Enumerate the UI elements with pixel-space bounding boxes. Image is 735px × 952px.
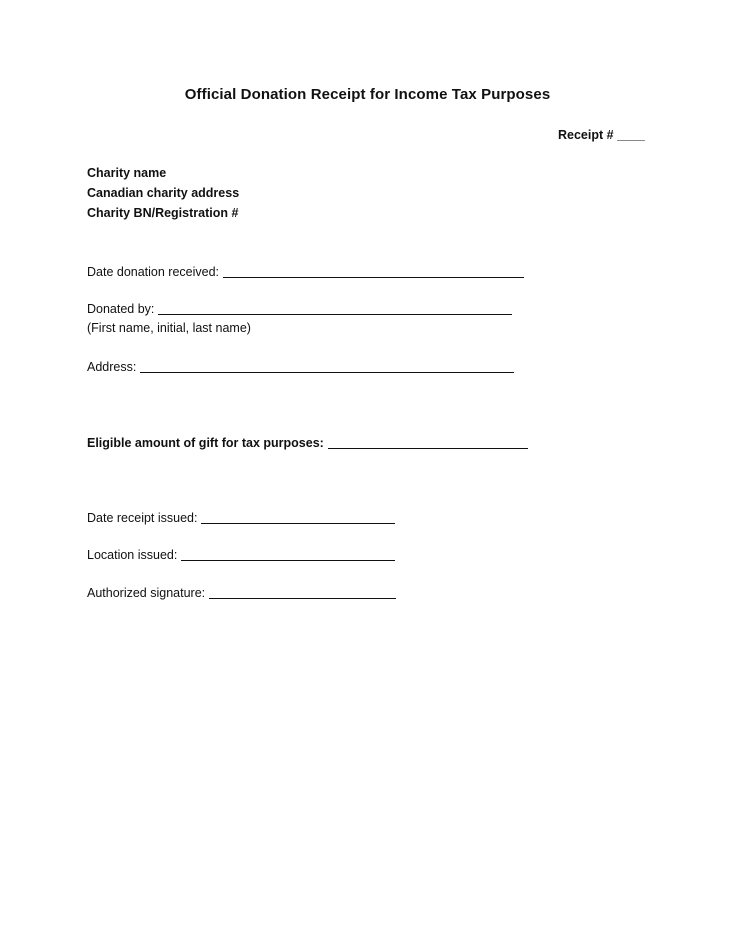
charity-address-label: Canadian charity address: [87, 186, 240, 200]
eligible-amount-blank[interactable]: [328, 436, 528, 449]
authorized-signature-label: Authorized signature:: [87, 586, 206, 600]
receipt-number: [558, 128, 645, 142]
authorized-signature-field: [87, 584, 396, 600]
donated-by-blank[interactable]: [158, 302, 512, 315]
receipt-number-blank: ____: [617, 128, 645, 142]
donated-by-note: (First name, initial, last name): [87, 321, 251, 335]
address-field: [87, 358, 514, 374]
eligible-amount-label: Eligible amount of gift for tax purposes:: [87, 436, 324, 450]
authorized-signature-blank[interactable]: [209, 586, 396, 599]
date-received-blank[interactable]: [223, 265, 524, 278]
donated-by-label: Donated by:: [87, 302, 155, 316]
receipt-number-label: Receipt #: [558, 128, 614, 142]
date-issued-blank[interactable]: [201, 511, 395, 524]
location-issued-field: [87, 546, 395, 562]
location-issued-label: Location issued:: [87, 548, 178, 562]
location-issued-blank[interactable]: [181, 548, 395, 561]
charity-name-label: Charity name: [87, 166, 167, 180]
date-received-field: [87, 263, 524, 279]
date-issued-field: [87, 509, 395, 525]
address-blank[interactable]: [140, 360, 514, 373]
donated-by-field: [87, 300, 512, 316]
date-issued-label: Date receipt issued:: [87, 511, 198, 525]
address-label: Address:: [87, 360, 137, 374]
eligible-amount-field: [87, 434, 528, 450]
charity-registration-label: Charity BN/Registration #: [87, 206, 239, 220]
date-received-label: Date donation received:: [87, 265, 220, 279]
document-title: Official Donation Receipt for Income Tax Purposes: [184, 86, 551, 103]
